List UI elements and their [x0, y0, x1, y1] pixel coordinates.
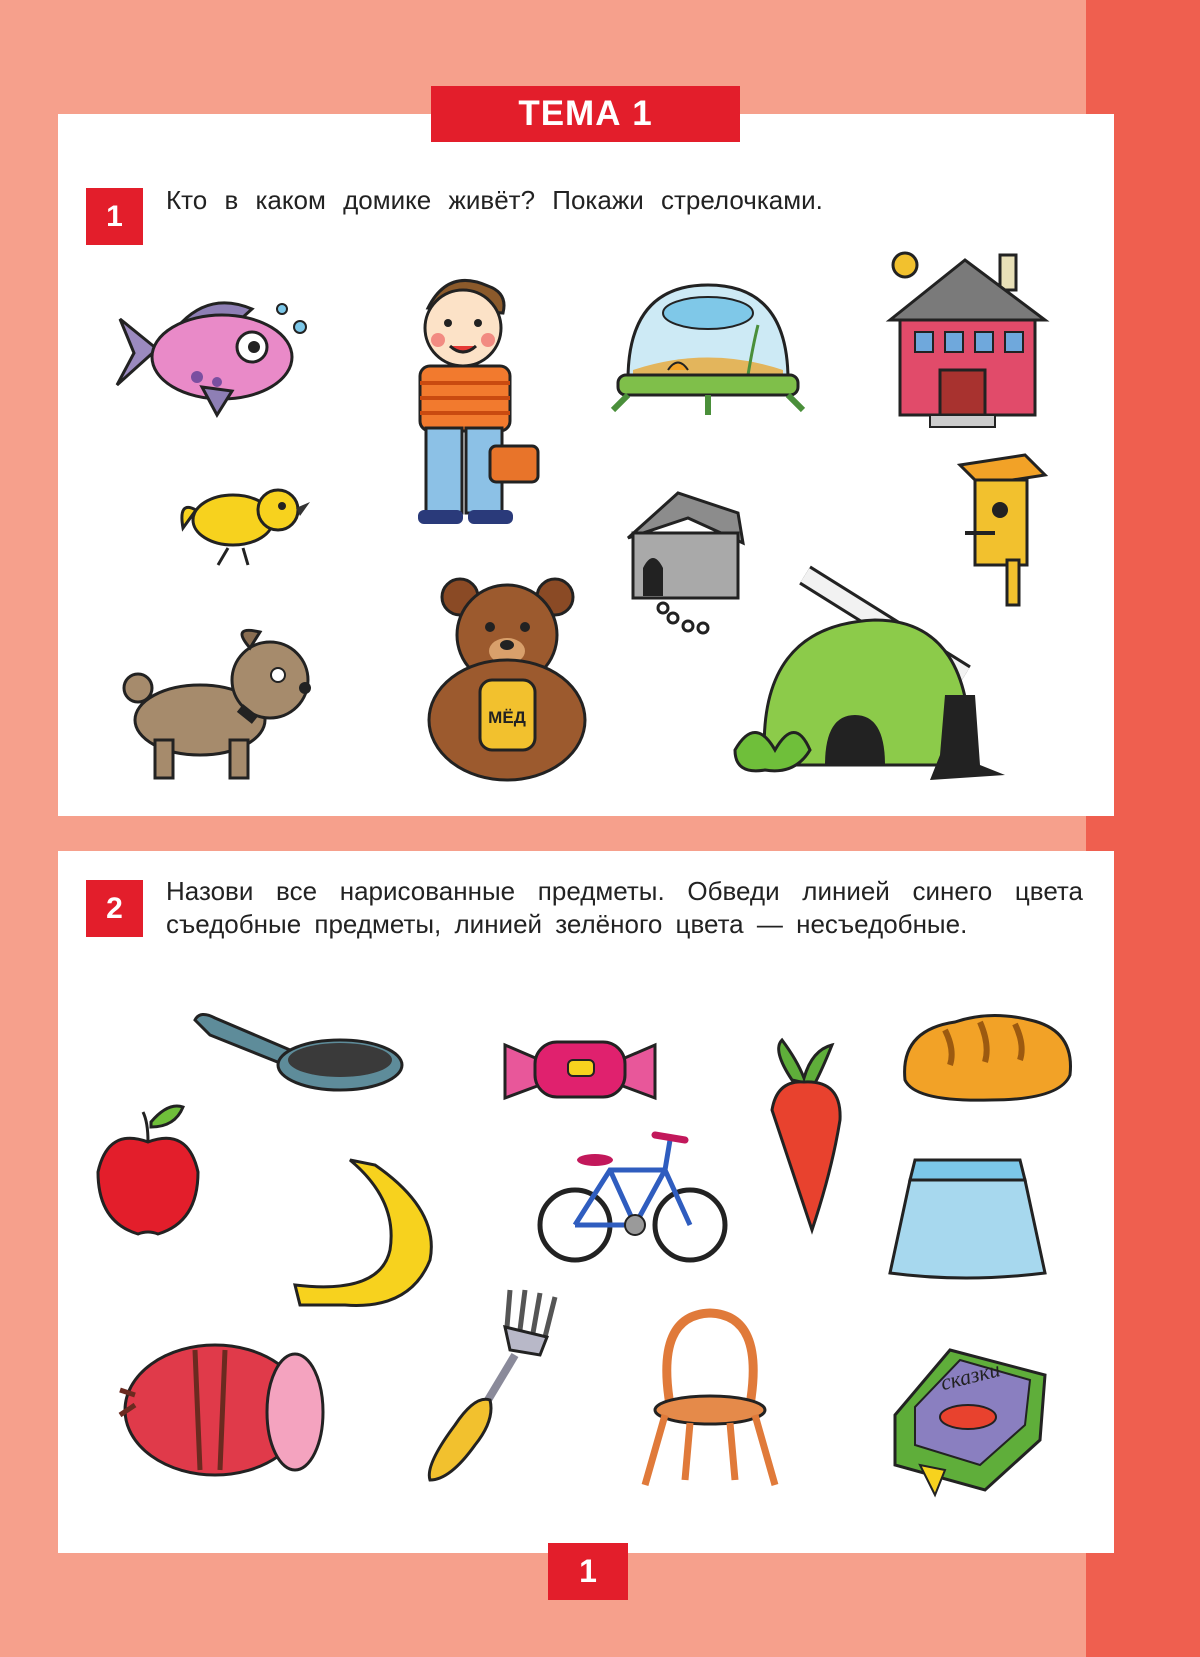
- fish-illustration: [112, 287, 317, 422]
- fork-illustration: [415, 1285, 565, 1485]
- dog-illustration: [110, 620, 330, 785]
- candy-illustration: [500, 1030, 660, 1108]
- task-1-instruction: Кто в каком домике живёт? Покажи стрелочками.: [166, 185, 823, 215]
- bread-illustration: [900, 1010, 1075, 1105]
- bear-illustration: [425, 575, 590, 785]
- honey-jar-label: МЁД: [488, 708, 526, 727]
- apple-illustration: [93, 1102, 203, 1242]
- carrot-illustration: [762, 1040, 847, 1235]
- task-2-instruction: Назови все нарисованные предметы. Обведи линией синего цвета съедобные предметы, линией зелёного цвета — несъедобные.: [166, 876, 1083, 939]
- boy-illustration: [398, 268, 543, 528]
- page-number: 1: [548, 1543, 628, 1600]
- aquarium-illustration: [608, 275, 808, 430]
- book-title-text: сказки: [937, 1356, 1003, 1396]
- bird-illustration: [178, 460, 313, 570]
- house-illustration: [880, 250, 1050, 435]
- skirt-illustration: [885, 1155, 1050, 1285]
- frying-pan-illustration: [190, 1010, 405, 1105]
- task-1-number: 1: [86, 188, 143, 245]
- task-2-number: 2: [86, 880, 143, 937]
- fairy-tale-book-illustration: [890, 1345, 1050, 1495]
- bicycle-illustration: [535, 1125, 730, 1270]
- bear-den-illustration: [715, 565, 1030, 790]
- sausage-illustration: [115, 1340, 335, 1480]
- chair-illustration: [640, 1305, 780, 1490]
- theme-banner: ТЕМА 1: [431, 86, 740, 142]
